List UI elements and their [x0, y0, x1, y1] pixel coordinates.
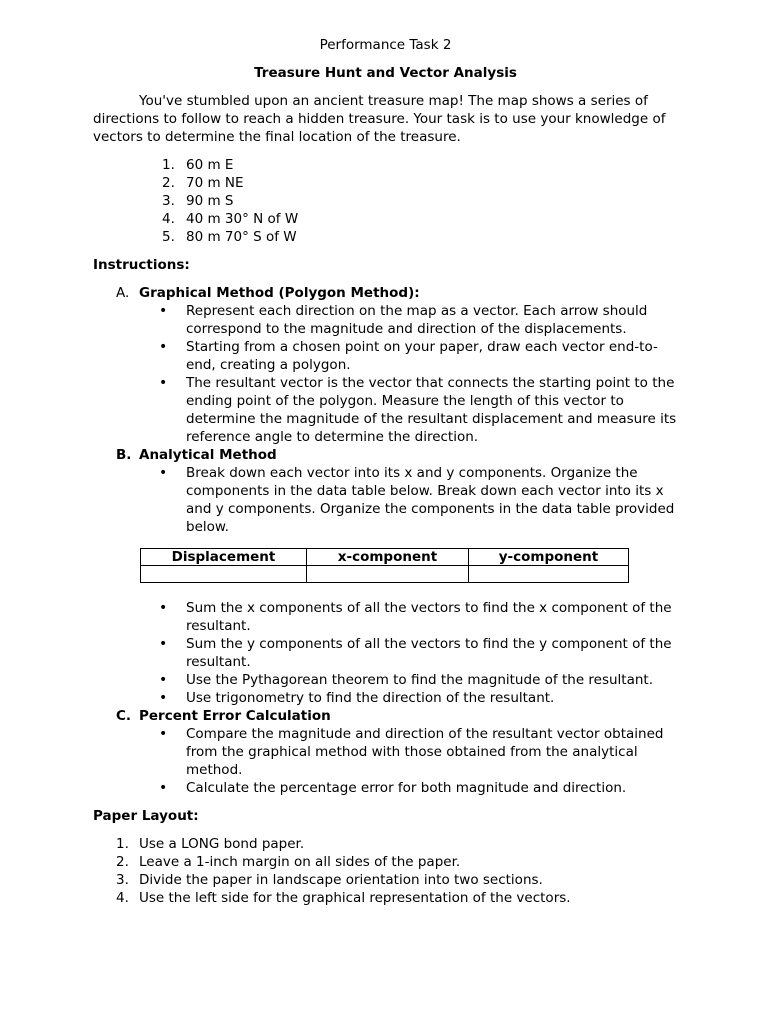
list-item: 2. 70 m NE [162, 175, 244, 191]
paper-layout-heading: Paper Layout: [93, 808, 199, 824]
table-cell[interactable] [469, 566, 629, 583]
section-a-bullets [93, 302, 678, 446]
document-subtitle: Treasure Hunt and Vector Analysis [254, 65, 517, 81]
components-table [140, 548, 629, 583]
list-item: • The resultant vector is the vector that connects the starting point to the ending point of the polygon. Measure the length of this vector to determine the magnitude of the resultant displacement and measure its reference angle to determine the direction. [159, 375, 677, 445]
table-row [141, 566, 629, 583]
section-b-bullets-after [93, 599, 678, 707]
list-item: • Compare the magnitude and direction of the resultant vector obtained from the graphical method with those obtained from the analytical method. [159, 726, 664, 778]
list-item: 3. Divide the paper in landscape orientation into two sections. [116, 872, 543, 888]
list-item: 4. 40 m 30° N of W [162, 211, 299, 227]
paper-layout-list [93, 835, 678, 907]
section-c-bullets [93, 725, 678, 797]
section-c-title: C. Percent Error Calculation [116, 708, 331, 724]
list-item: • Use the Pythagorean theorem to find the magnitude of the resultant. [159, 672, 654, 688]
section-b-bullets-before [93, 464, 678, 536]
document-title: Performance Task 2 [319, 37, 452, 53]
list-item: • Starting from a chosen point on your paper, draw each vector end-to-end, creating a polygon. [159, 339, 658, 373]
list-item: • Break down each vector into its x and y components. Organize the components in the data table below. Break down each vector into its x and y components. Organize the components in the data table provided below. [159, 465, 675, 535]
section-b [93, 446, 678, 464]
intro-paragraph: You've stumbled upon an ancient treasure map! The map shows a series of directions to follow to reach a hidden treasure. Your task is to use your knowledge of vectors to determine the final location of the treasure. [93, 93, 666, 145]
section-c [93, 707, 678, 725]
document-body [93, 36, 678, 907]
table-header-displacement: Displacement [141, 549, 307, 566]
directions-list [93, 156, 678, 246]
instructions-heading: Instructions: [93, 257, 190, 273]
table-header-y-component: y-component [469, 549, 629, 566]
section-b-title: B. Analytical Method [116, 447, 277, 463]
list-item: • Represent each direction on the map as a vector. Each arrow should correspond to the magnitude and direction of the displacements. [159, 303, 648, 337]
list-item: 5. 80 m 70° S of W [162, 229, 297, 245]
table-cell[interactable] [307, 566, 469, 583]
list-item: • Sum the x components of all the vectors to find the x component of the resultant. [159, 600, 672, 634]
list-item: 1. 60 m E [162, 157, 234, 173]
table-header-x-component: x-component [307, 549, 469, 566]
list-item: 4. Use the left side for the graphical representation of the vectors. [116, 890, 571, 906]
list-item: • Use trigonometry to find the direction of the resultant. [159, 690, 555, 706]
section-a-title: A. Graphical Method (Polygon Method): [116, 285, 420, 301]
list-item: 1. Use a LONG bond paper. [116, 836, 305, 852]
table-cell[interactable] [141, 566, 307, 583]
list-item: 3. 90 m S [162, 193, 234, 209]
list-item: 2. Leave a 1-inch margin on all sides of the paper. [116, 854, 461, 870]
section-a [93, 284, 678, 302]
list-item: • Calculate the percentage error for both magnitude and direction. [159, 780, 627, 796]
list-item: • Sum the y components of all the vectors to find the y component of the resultant. [159, 636, 672, 670]
